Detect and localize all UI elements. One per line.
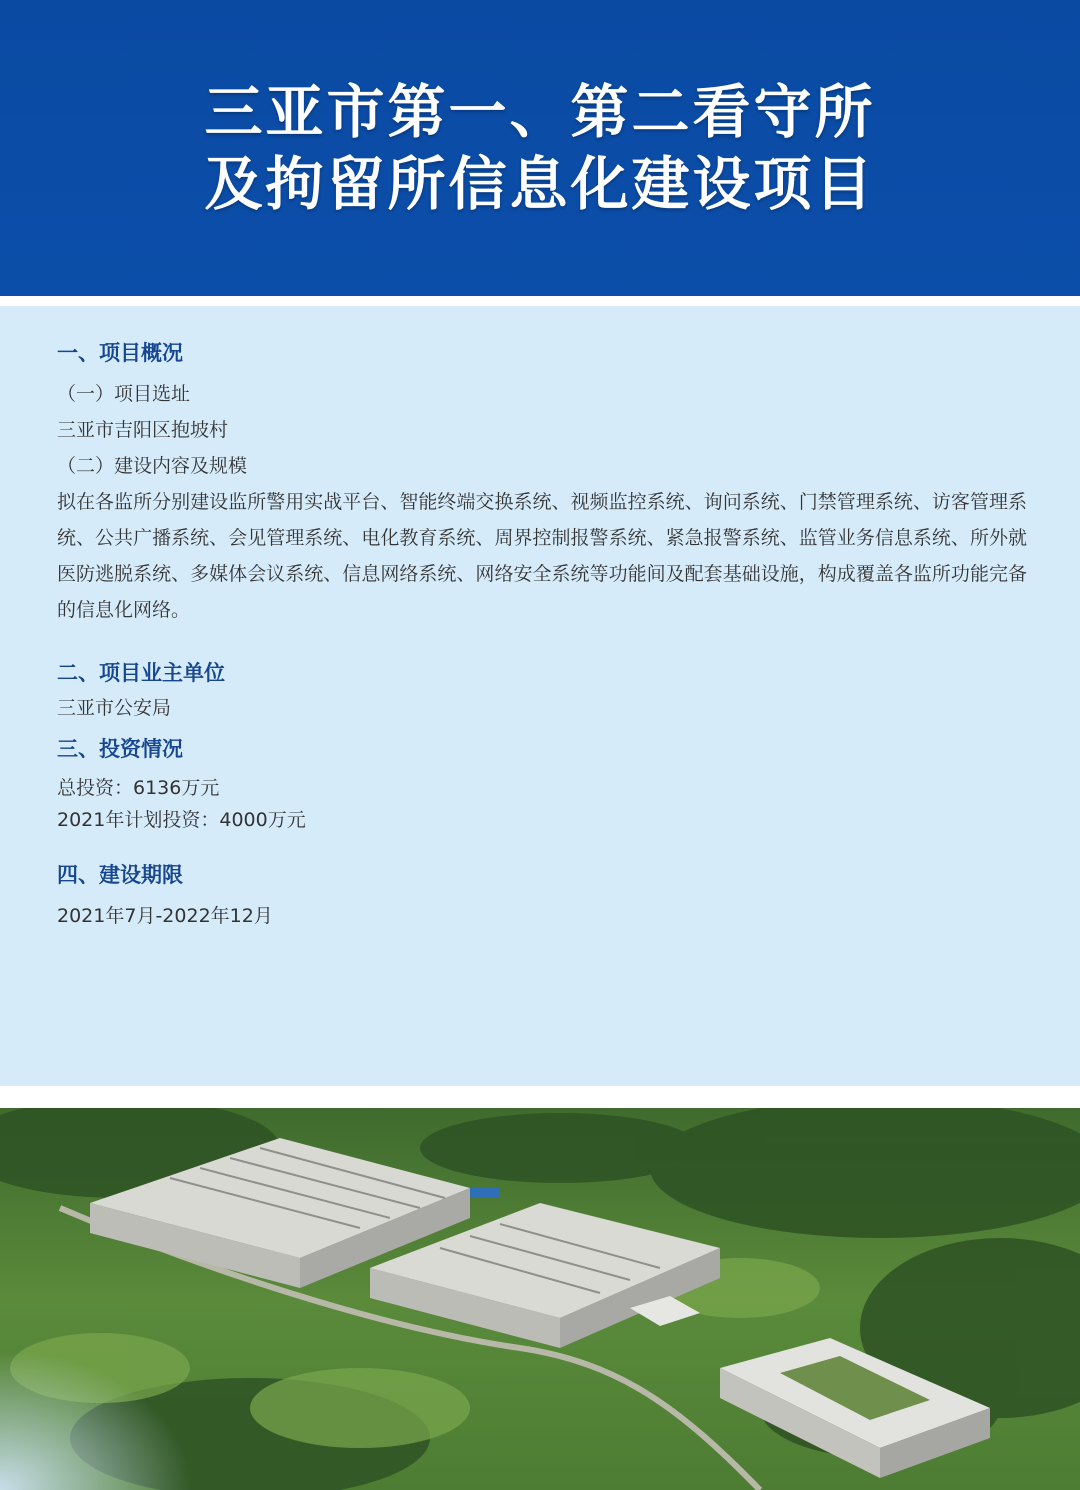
site-location-text: 三亚市吉阳区抱坡村: [57, 419, 229, 441]
section-heading-period: 四、建设期限: [57, 863, 183, 887]
investment-2021: 2021年计划投资：4000万元: [57, 809, 306, 831]
section-heading-investment: 三、投资情况: [57, 737, 183, 761]
sub-heading-scope: （二）建设内容及规模: [57, 455, 248, 477]
scope-paragraph: 拟在各监所分别建设监所警用实战平台、智能终端交换系统、视频监控系统、询问系统、门禁管理系统、访客管理系统、公共广播系统、会见管理系统、电化教育系统、周界控制报警系统、紧急报警系统、监管业务信息系统、所外就医防逃脱系统、多媒体会议系统、信息网络系统、网络安全系统等功能间及配套基础设施，构成覆盖各监所功能完备的信息化网络。: [57, 491, 1027, 621]
content-panel: [0, 306, 1080, 1086]
sub-heading-site: （一）项目选址: [57, 383, 191, 405]
investment-total: 总投资：6136万元: [57, 777, 220, 799]
owner-text: 三亚市公安局: [57, 697, 172, 719]
aerial-rendering-image: [0, 1108, 1080, 1490]
period-text: 2021年7月-2022年12月: [57, 905, 273, 927]
page-title-line-2: 及拘留所信息化建设项目: [204, 150, 876, 218]
page-title-line-1: 三亚市第一、第二看守所: [204, 78, 876, 146]
section-heading-overview: 一、项目概况: [57, 341, 183, 365]
aerial-rendering-drawing: [0, 1108, 1080, 1490]
content-body: [57, 336, 1027, 934]
section-heading-owner: 二、项目业主单位: [57, 661, 225, 685]
title-banner: [0, 0, 1080, 296]
